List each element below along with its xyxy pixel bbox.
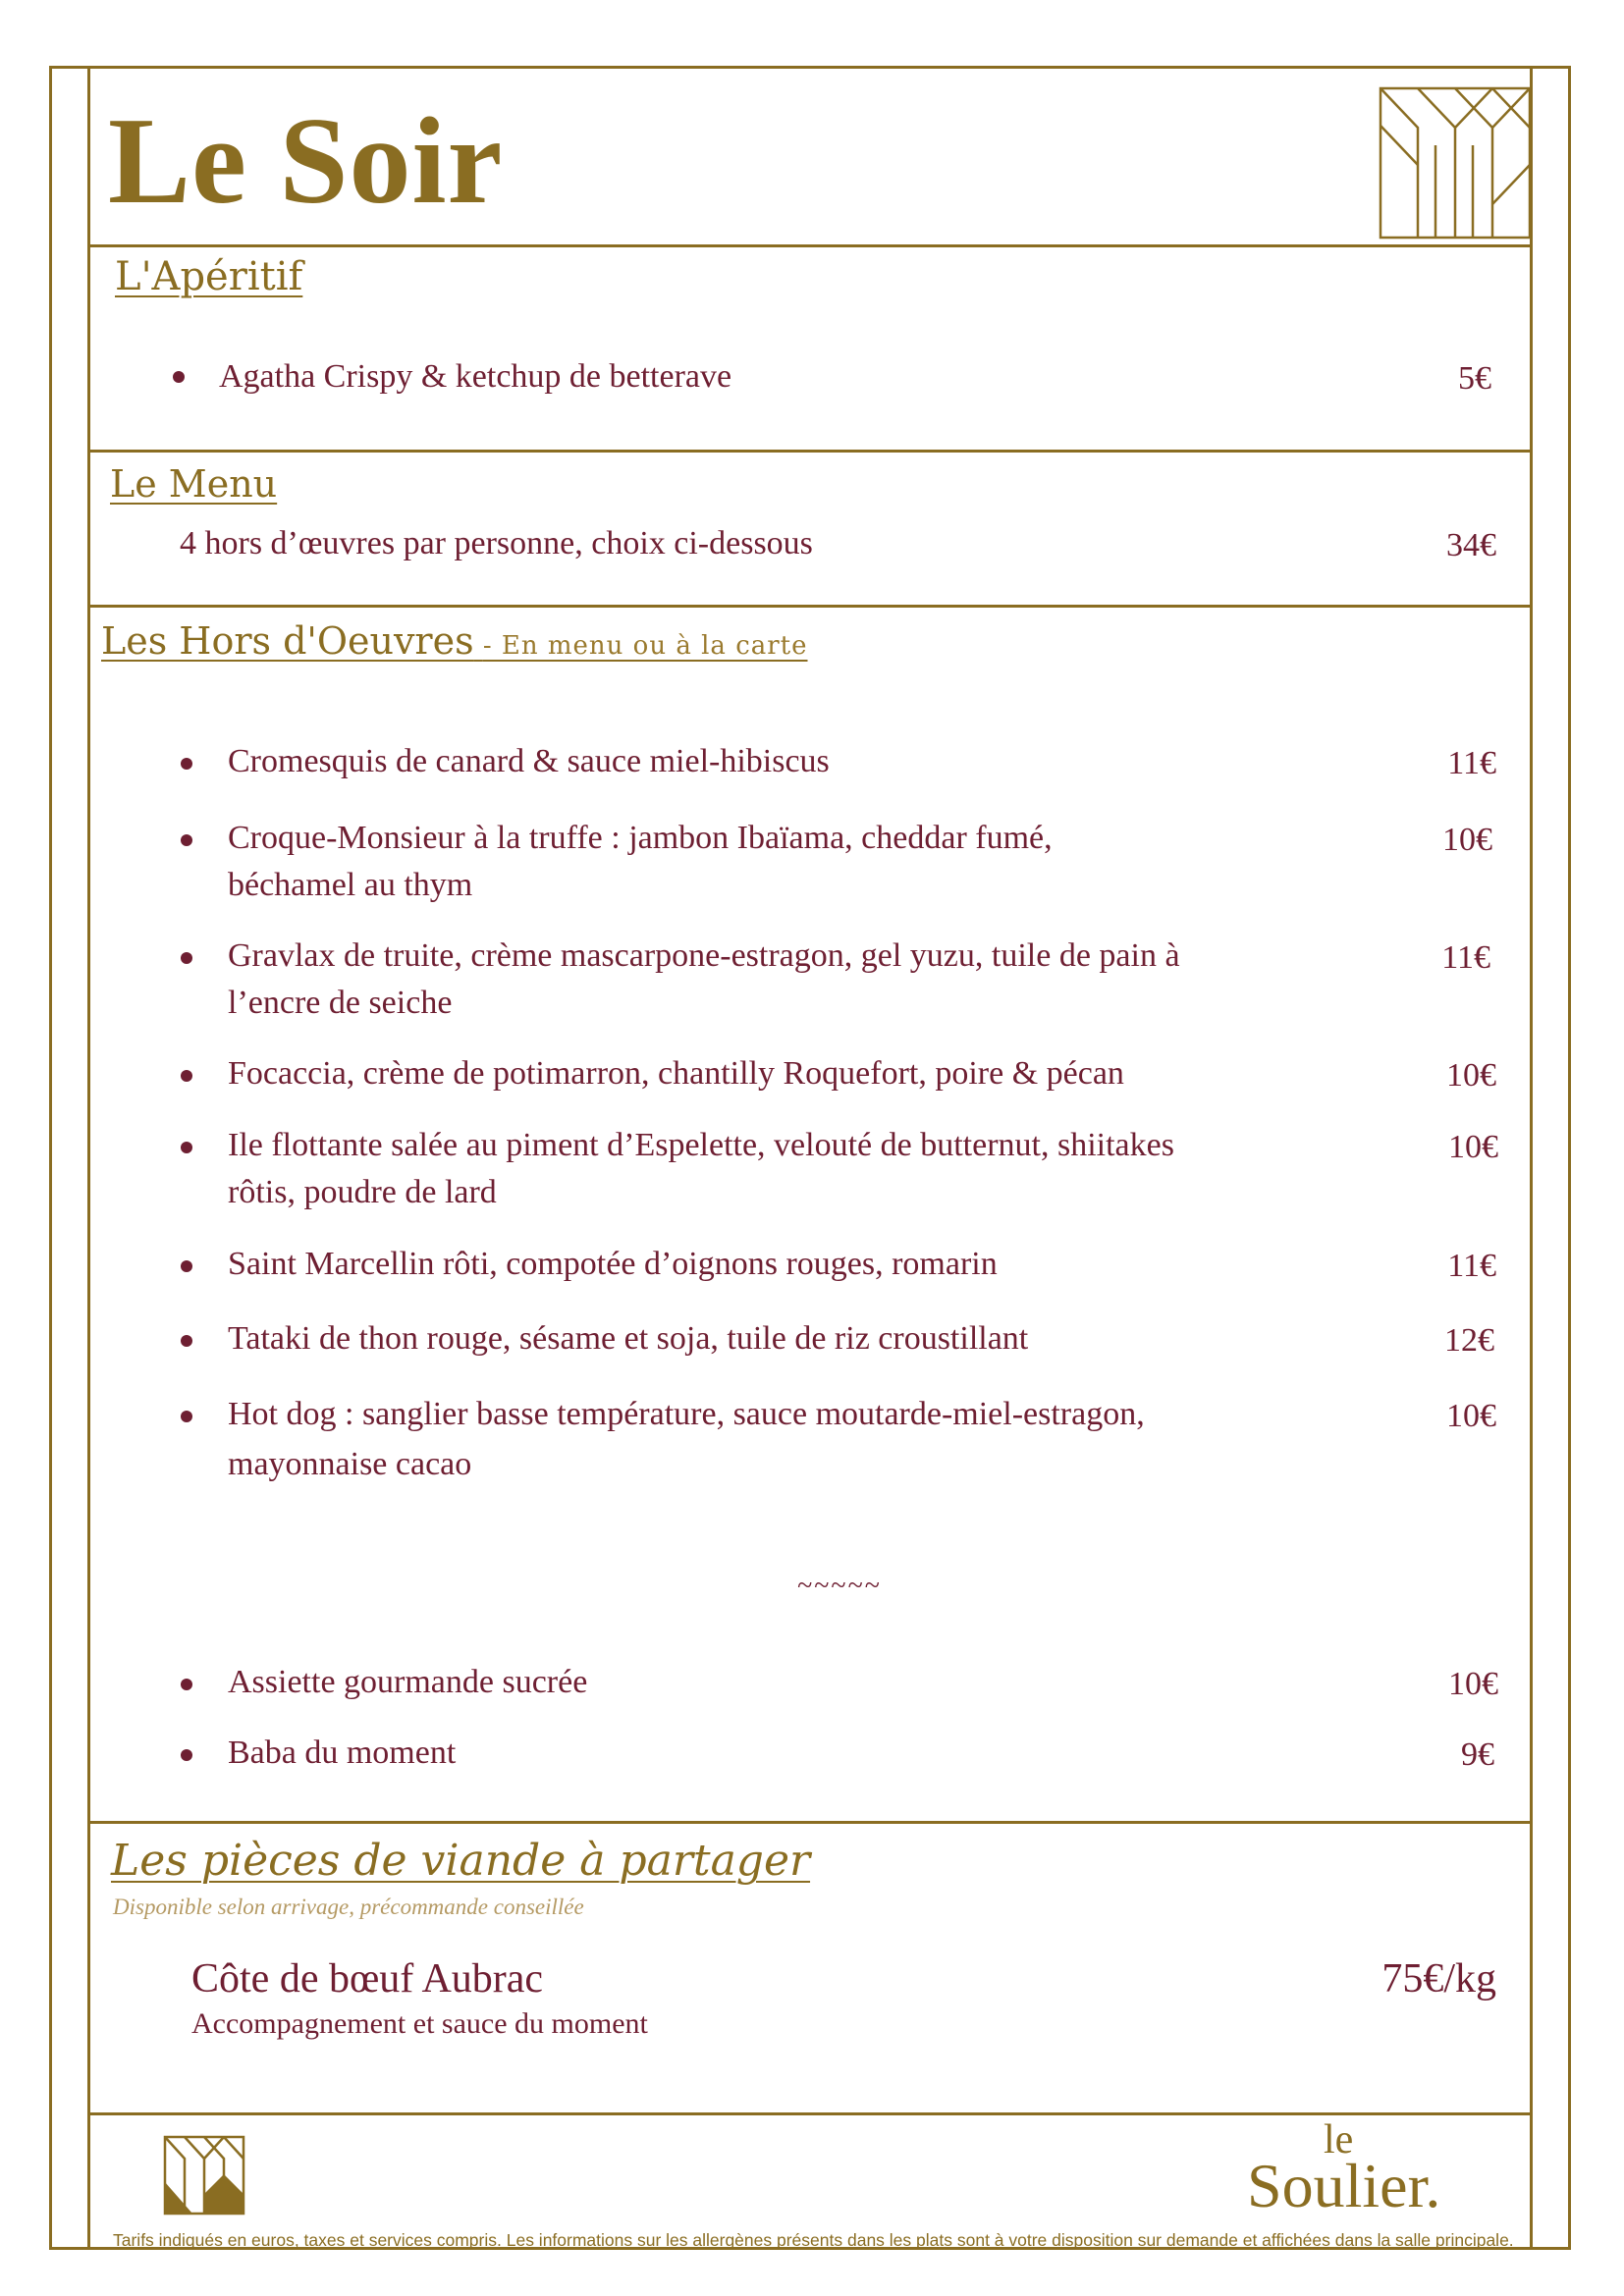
item-price: 10€ (1448, 1129, 1498, 1165)
item-price: 10€ (1446, 1057, 1496, 1094)
hors-doeuvres-subtitle (474, 631, 808, 661)
hors-doeuvres-subtitle-text: - En menu ou à la carte (482, 631, 808, 661)
list-item: Tataki de thon rouge, sésame et soja, tuile de riz croustillant (228, 1320, 1029, 1357)
dessert-item: Baba du moment (228, 1735, 457, 1771)
list-item-continued: rôtis, poudre de lard (228, 1174, 497, 1210)
menu-heading: Le Menu (110, 462, 278, 506)
list-item-continued: l’encre de seiche (228, 985, 453, 1021)
dessert-price: 10€ (1448, 1666, 1498, 1702)
list-item-continued: béchamel au thym (228, 867, 473, 903)
list-item-continued: mayonnaise cacao (228, 1446, 472, 1482)
aperitif-heading: L'Apéritif (115, 254, 303, 299)
list-item: Croque-Monsieur à la truffe : jambon Ibaïama, cheddar fumé, (228, 820, 1053, 856)
menu-description: 4 hors d’œuvres par personne, choix ci-dessous (180, 525, 813, 561)
bullet-icon (181, 952, 192, 964)
bullet-icon (181, 1070, 192, 1082)
hors-doeuvres-title: Les Hors d'Oeuvres (101, 619, 474, 663)
dessert-item: Assiette gourmande sucrée (228, 1664, 588, 1700)
bullet-icon (181, 758, 192, 770)
page-title: Le Soir (108, 93, 504, 230)
separator: ~~~~~ (797, 1571, 882, 1601)
item-price: 11€ (1447, 745, 1496, 781)
list-item: Ile flottante salée au piment d’Espelette, velouté de butternut, shiitakes (228, 1127, 1174, 1163)
viande-price: 75€/kg (1381, 1956, 1496, 2002)
aperitif-item-name: Agatha Crispy & ketchup de betterave (219, 358, 732, 395)
bullet-icon (181, 1142, 192, 1153)
footer-note: Tarifs indiqués en euros, taxes et services compris. Les informations sur les allergènes présents dans les plats sont à votre disposition sur demande et affichées dans la salle principale. (113, 2230, 1514, 2250)
viande-name: Côte de bœuf Aubrac (191, 1956, 544, 2002)
bullet-icon (181, 1749, 192, 1761)
bullet-icon (181, 834, 192, 846)
hors-doeuvres-heading (101, 614, 808, 673)
list-item: Hot dog : sanglier basse température, sauce moutarde-miel-estragon, (228, 1396, 1145, 1432)
brand-logo (1247, 2117, 1483, 2220)
list-item: Gravlax de truite, crème mascarpone-estragon, gel yuzu, tuile de pain à (228, 937, 1180, 974)
divider (87, 605, 1533, 608)
item-price: 10€ (1446, 1398, 1496, 1434)
geometric-monogram-logo-icon (1379, 86, 1534, 240)
viande-heading: Les pièces de viande à partager (111, 1836, 811, 1886)
item-price: 11€ (1447, 1248, 1496, 1284)
list-item: Focaccia, crème de potimarron, chantilly Roquefort, poire & pécan (228, 1055, 1124, 1092)
menu-price: 34€ (1446, 527, 1496, 563)
bullet-icon (173, 371, 185, 383)
divider (87, 450, 1533, 453)
brand-soulier: Soulier. (1247, 2151, 1441, 2220)
divider (87, 1821, 1533, 1824)
item-price: 12€ (1444, 1322, 1494, 1359)
divider (87, 2112, 1533, 2115)
bullet-icon (181, 1335, 192, 1347)
brand-le: le (1324, 2117, 1354, 2163)
list-item: Saint Marcellin rôti, compotée d’oignons rouges, romarin (228, 1246, 998, 1282)
bullet-icon (181, 1679, 192, 1690)
item-price: 11€ (1441, 939, 1490, 976)
dessert-price: 9€ (1461, 1736, 1494, 1773)
bullet-icon (181, 1260, 192, 1272)
viande-note: Disponible selon arrivage, précommande conseillée (113, 1895, 584, 1919)
aperitif-item-price: 5€ (1458, 360, 1491, 397)
viande-description: Accompagnement et sauce du moment (191, 2007, 648, 2040)
item-price: 10€ (1442, 822, 1492, 858)
divider (87, 244, 1533, 247)
bullet-icon (181, 1411, 192, 1422)
list-item: Cromesquis de canard & sauce miel-hibiscus (228, 743, 830, 779)
small-monogram-logo-icon (163, 2135, 245, 2216)
